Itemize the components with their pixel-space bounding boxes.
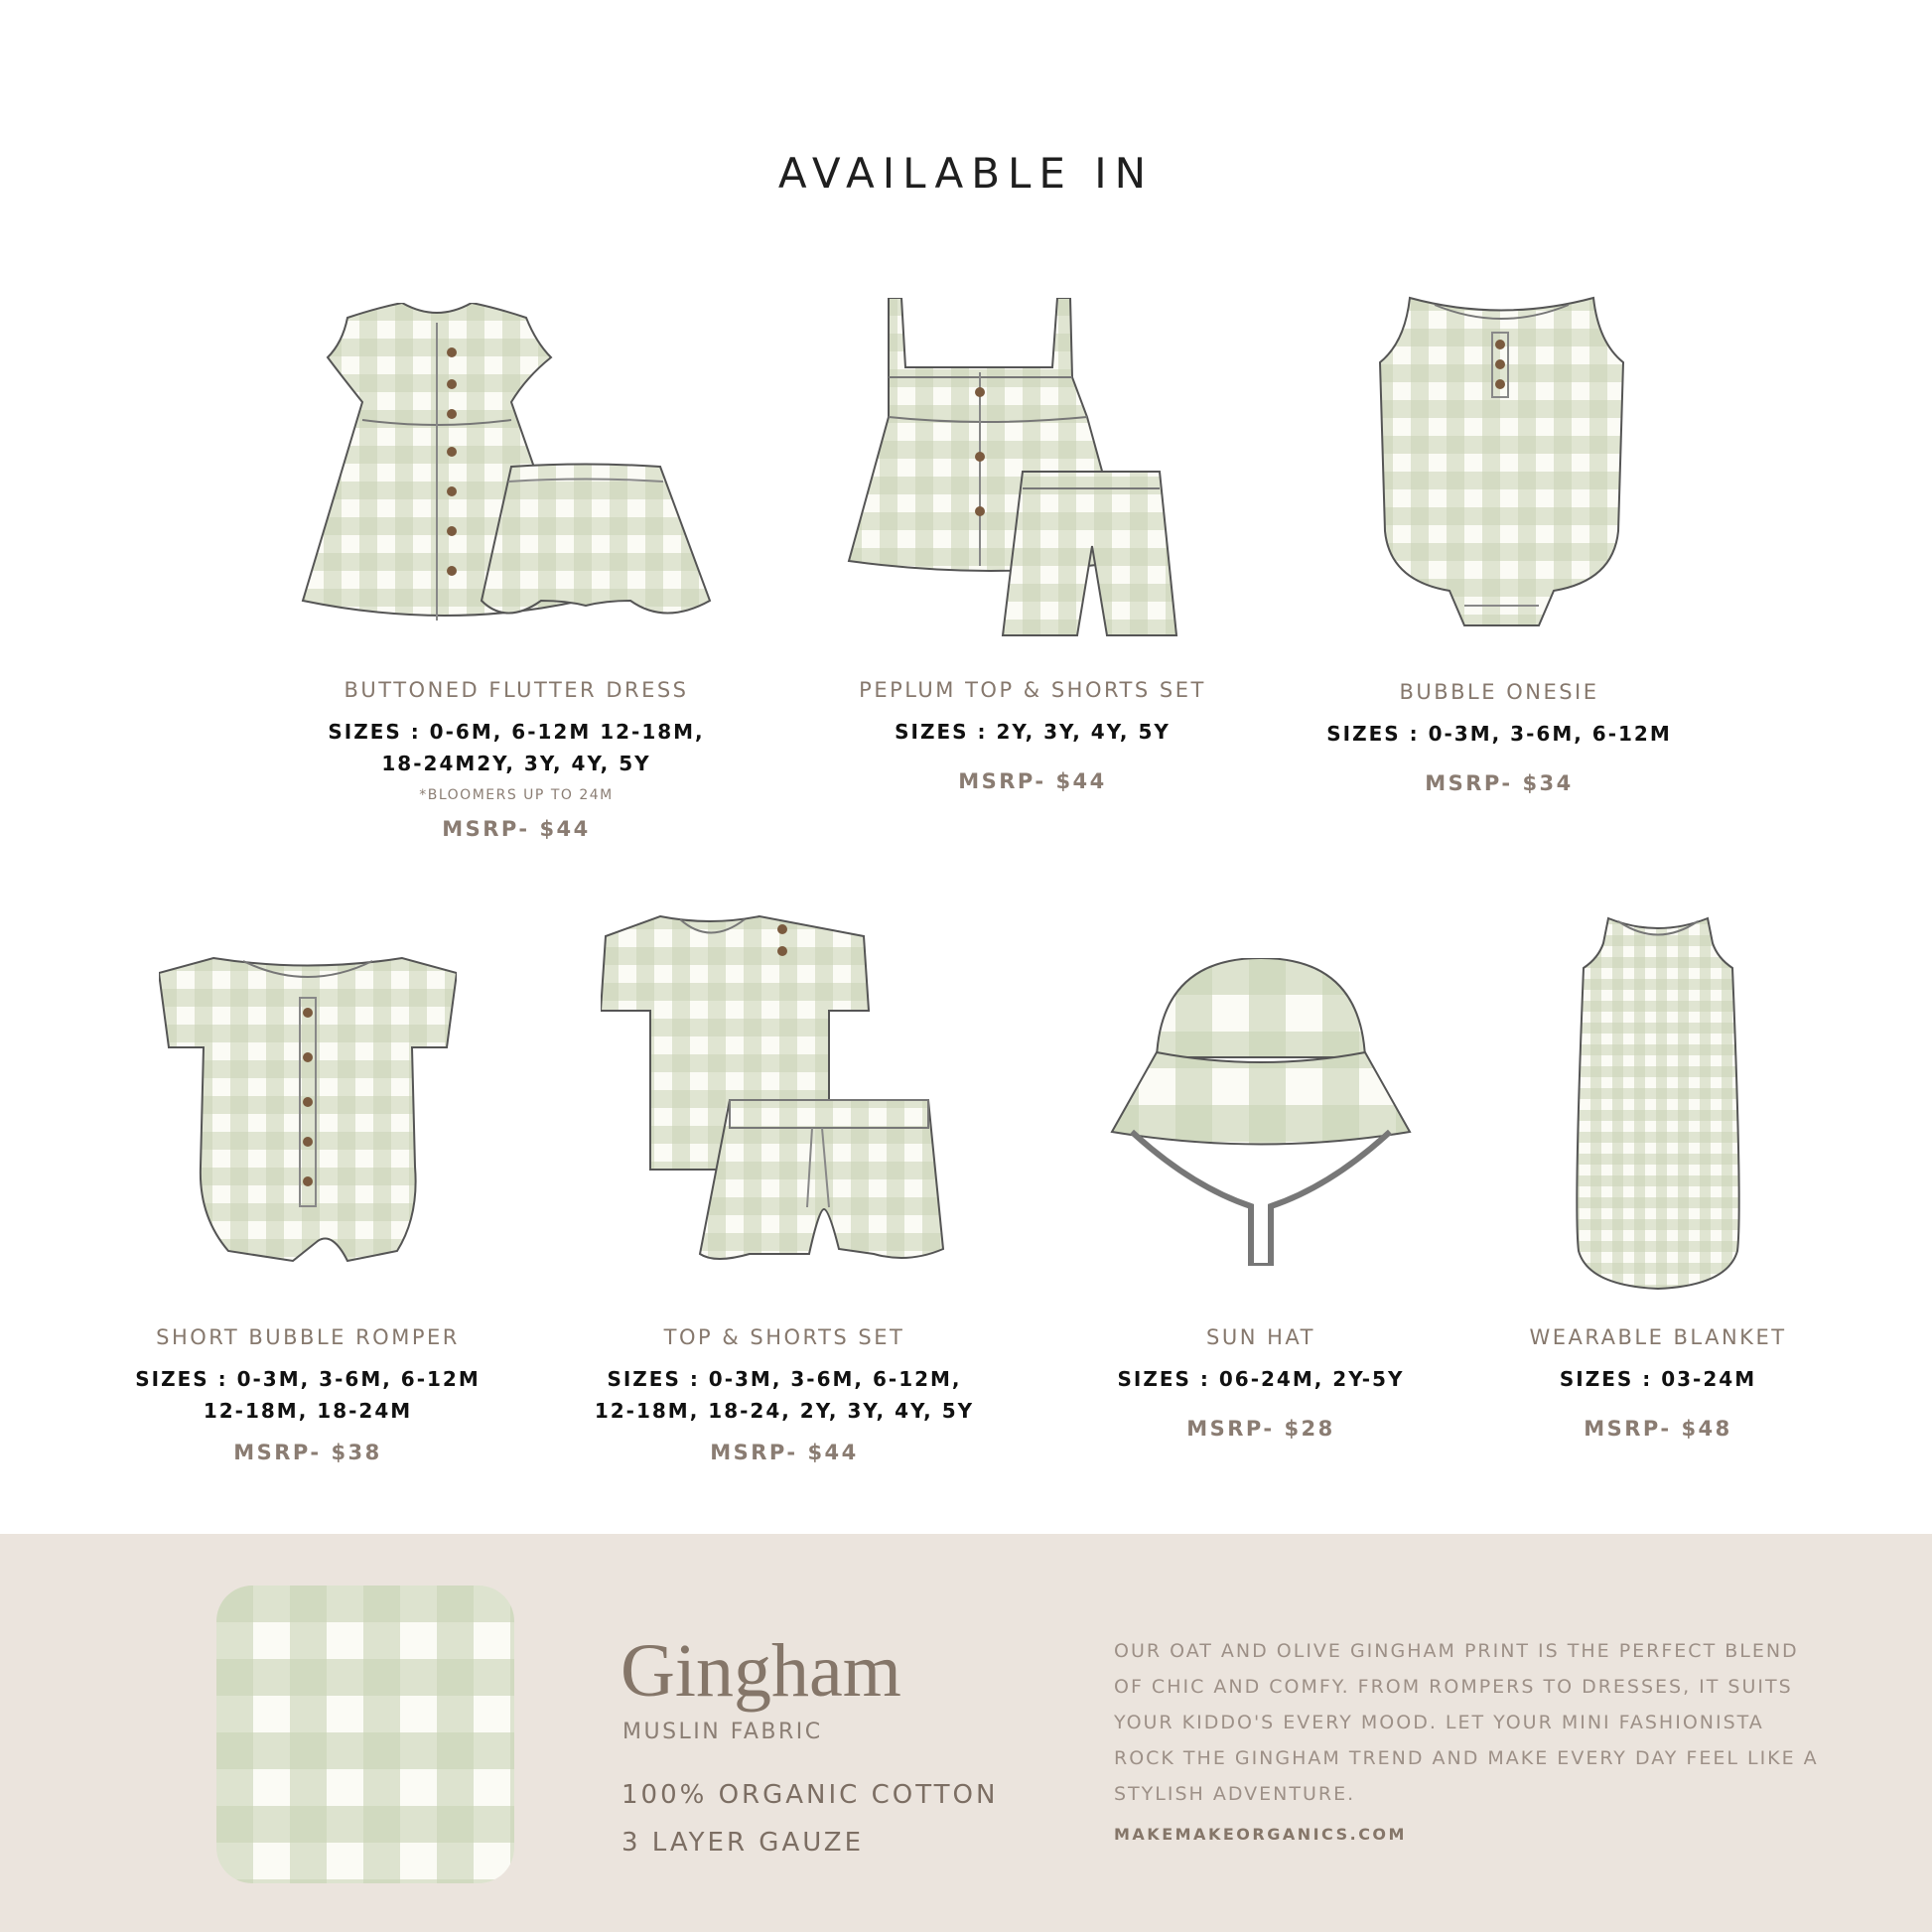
product-msrp: MSRP- $44 <box>710 1441 859 1464</box>
fabric-name: Gingham <box>621 1629 901 1713</box>
product-sizes: SIZES : 2Y, 3Y, 4Y, 5Y <box>895 720 1171 744</box>
hat-crown <box>1157 958 1365 1057</box>
product-sizes: SIZES : 0-3M, 3-6M, 6-12M, <box>607 1367 962 1391</box>
shorts-shape <box>700 1100 943 1259</box>
product-msrp: MSRP- $28 <box>1186 1417 1335 1441</box>
product-msrp: MSRP- $44 <box>442 817 591 841</box>
product-msrp: MSRP- $38 <box>233 1441 382 1464</box>
fabric-spec-material: 100% ORGANIC COTTON <box>621 1780 999 1810</box>
flutter-dress-illustration <box>288 303 725 660</box>
product-name: SUN HAT <box>1206 1325 1315 1349</box>
website-link[interactable]: MAKEMAKEORGANICS.COM <box>1114 1825 1407 1844</box>
product-name: BUTTONED FLUTTER DRESS <box>344 678 689 702</box>
product-sizes: SIZES : 0-3M, 3-6M, 6-12M <box>1326 722 1672 746</box>
product-sizes: SIZES : 0-3M, 3-6M, 6-12M <box>135 1367 481 1391</box>
product-sizes-cont: 12-18M, 18-24M <box>203 1399 413 1423</box>
product-msrp: MSRP- $34 <box>1425 771 1574 795</box>
product-msrp: MSRP- $48 <box>1584 1417 1732 1441</box>
shorts-shape <box>1003 472 1176 635</box>
product-note: *BLOOMERS UP TO 24M <box>419 787 614 803</box>
hat-brim <box>1112 1052 1410 1145</box>
product-msrp: MSRP- $44 <box>958 769 1107 793</box>
product-sizes: SIZES : 03-24M <box>1559 1367 1757 1391</box>
fabric-info-panel <box>0 1534 1932 1932</box>
product-sizes: SIZES : 0-6M, 6-12M 12-18M, <box>328 720 705 744</box>
wearable-blanket-illustration <box>1569 913 1747 1291</box>
sun-hat-illustration <box>1102 958 1420 1266</box>
blanket-shape <box>1577 918 1738 1289</box>
product-name: PEPLUM TOP & SHORTS SET <box>859 678 1206 702</box>
product-sizes-cont: 12-18M, 18-24, 2Y, 3Y, 4Y, 5Y <box>594 1399 975 1423</box>
product-sizes-cont: 18-24M2Y, 3Y, 4Y, 5Y <box>381 752 651 775</box>
peplum-set-illustration <box>844 298 1181 645</box>
bubble-romper-illustration <box>159 953 457 1266</box>
fabric-type: MUSLIN FABRIC <box>622 1720 823 1744</box>
page-title: AVAILABLE IN <box>777 149 1155 198</box>
product-name: SHORT BUBBLE ROMPER <box>156 1325 460 1349</box>
fabric-swatch <box>216 1586 514 1883</box>
product-name: TOP & SHORTS SET <box>663 1325 905 1349</box>
bubble-onesie-illustration <box>1375 293 1628 630</box>
top-shorts-illustration <box>601 911 948 1281</box>
product-name: WEARABLE BLANKET <box>1529 1325 1787 1349</box>
product-sizes: SIZES : 06-24M, 2Y-5Y <box>1117 1367 1405 1391</box>
fabric-description: OUR OAT AND OLIVE GINGHAM PRINT IS THE PERFECT BLEND OF CHIC AND COMFY. FROM ROMPERS TO DRESSES, IT SUITS YOUR KIDDO'S EVERY MOOD. LET YOUR MINI FASHIONISTA ROCK THE GINGHAM TREND AND MAKE EVERY DAY FEEL LIKE A STYLISH ADVENTURE. <box>1114 1640 1819 1805</box>
bloomers-shape <box>482 465 710 614</box>
fabric-spec-layers: 3 LAYER GAUZE <box>621 1828 865 1858</box>
romper-shape <box>159 958 457 1261</box>
product-name: BUBBLE ONESIE <box>1399 680 1599 704</box>
